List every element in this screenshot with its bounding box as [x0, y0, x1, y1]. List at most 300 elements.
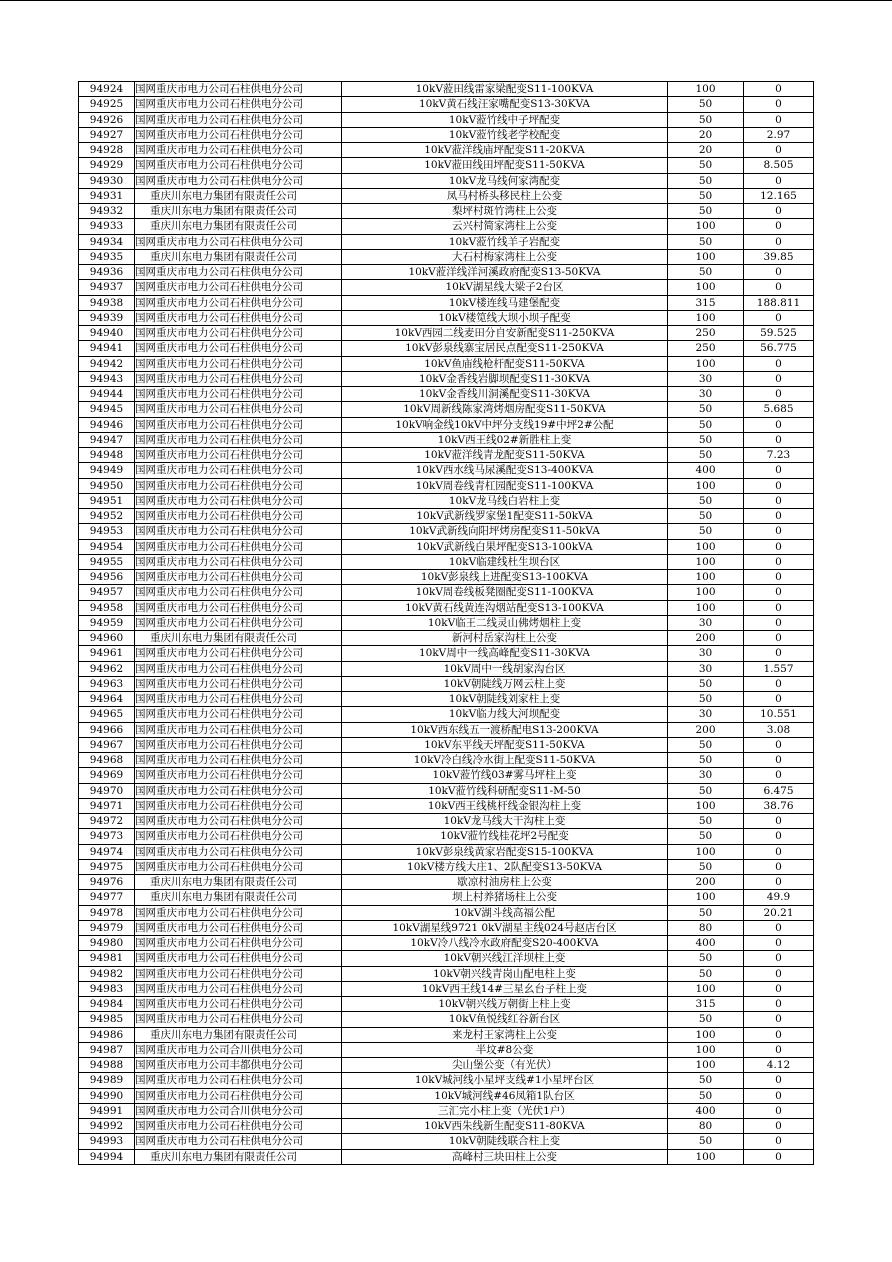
- value-cell: 0: [744, 1012, 814, 1027]
- capacity-cell: 200: [668, 875, 744, 890]
- capacity-cell: 50: [668, 173, 744, 188]
- value-cell: 0: [744, 1027, 814, 1042]
- company-cell: 国网重庆市电力公司石柱供电分公司: [135, 1119, 342, 1134]
- capacity-cell: 50: [668, 1134, 744, 1149]
- company-cell: 国网重庆市电力公司石柱供电分公司: [135, 600, 342, 615]
- row-id-cell: 94924: [79, 82, 135, 97]
- company-cell: 国网重庆市电力公司石柱供电分公司: [135, 661, 342, 676]
- company-cell: 国网重庆市电力公司石柱供电分公司: [135, 417, 342, 432]
- company-cell: 国网重庆市电力公司石柱供电分公司: [135, 310, 342, 325]
- transformer-name-cell: 10kV城河线#46凤箱1队台区: [342, 1088, 668, 1103]
- row-id-cell: 94943: [79, 371, 135, 386]
- transformer-name-cell: 云兴村简家湾柱上公变: [342, 219, 668, 234]
- transformer-name-cell: 10kV西王线02#新胜柱上变: [342, 432, 668, 447]
- transformer-name-cell: 10kV楼连线马建堡配变: [342, 295, 668, 310]
- capacity-cell: 100: [668, 554, 744, 569]
- table-row: [79, 448, 814, 463]
- row-id-cell: 94952: [79, 509, 135, 524]
- value-cell: 0: [744, 112, 814, 127]
- capacity-cell: 50: [668, 1073, 744, 1088]
- row-id-cell: 94984: [79, 997, 135, 1012]
- capacity-cell: 100: [668, 356, 744, 371]
- table-row: [79, 570, 814, 585]
- transformer-name-cell: 10kV周中一线高峰配变S11-30KVA: [342, 646, 668, 661]
- table-row: [79, 265, 814, 280]
- company-cell: 国网重庆市电力公司石柱供电分公司: [135, 371, 342, 386]
- table-row: [79, 127, 814, 142]
- company-cell: 国网重庆市电力公司石柱供电分公司: [135, 722, 342, 737]
- table-row: [79, 661, 814, 676]
- transformer-name-cell: 10kV冷白线冷水街上配变S11-50KVA: [342, 753, 668, 768]
- company-cell: 国网重庆市电力公司石柱供电分公司: [135, 737, 342, 752]
- capacity-cell: 30: [668, 768, 744, 783]
- value-cell: 10.551: [744, 707, 814, 722]
- company-cell: 重庆川东电力集团有限责任公司: [135, 219, 342, 234]
- table-row: [79, 158, 814, 173]
- row-id-cell: 94957: [79, 585, 135, 600]
- row-id-cell: 94939: [79, 310, 135, 325]
- table-row: [79, 219, 814, 234]
- value-cell: 0: [744, 173, 814, 188]
- capacity-cell: 50: [668, 234, 744, 249]
- table-row: [79, 524, 814, 539]
- value-cell: 0: [744, 615, 814, 630]
- transformer-name-cell: 10kV湖星线9721 0kV湖星主线024号赵店台区: [342, 920, 668, 935]
- value-cell: 0: [744, 143, 814, 158]
- row-id-cell: 94979: [79, 920, 135, 935]
- company-cell: 国网重庆市电力公司石柱供电分公司: [135, 783, 342, 798]
- company-cell: 国网重庆市电力公司石柱供电分公司: [135, 554, 342, 569]
- capacity-cell: 50: [668, 676, 744, 691]
- value-cell: 188.811: [744, 295, 814, 310]
- value-cell: 0: [744, 554, 814, 569]
- transformer-name-cell: 10kV蒞竹线中子坪配变: [342, 112, 668, 127]
- capacity-cell: 30: [668, 387, 744, 402]
- company-cell: 国网重庆市电力公司石柱供电分公司: [135, 585, 342, 600]
- capacity-cell: 400: [668, 936, 744, 951]
- row-id-cell: 94931: [79, 188, 135, 203]
- value-cell: 0: [744, 692, 814, 707]
- capacity-cell: 50: [668, 814, 744, 829]
- capacity-cell: 80: [668, 1119, 744, 1134]
- transformer-name-cell: 10kV蒞竹线桂花坪2号配变: [342, 829, 668, 844]
- value-cell: 0: [744, 509, 814, 524]
- company-cell: 国网重庆市电力公司石柱供电分公司: [135, 173, 342, 188]
- table-row: [79, 707, 814, 722]
- value-cell: 0: [744, 1119, 814, 1134]
- value-cell: 0: [744, 631, 814, 646]
- transformer-name-cell: 10kV鱼悦线红谷新台区: [342, 1012, 668, 1027]
- transformer-name-cell: 10kV朝陡线刘家柱上变: [342, 692, 668, 707]
- value-cell: 8.505: [744, 158, 814, 173]
- transformer-name-cell: 10kV湖斗线高福公配: [342, 905, 668, 920]
- capacity-cell: 100: [668, 1149, 744, 1164]
- company-cell: 国网重庆市电力公司石柱供电分公司: [135, 981, 342, 996]
- row-id-cell: 94954: [79, 539, 135, 554]
- row-id-cell: 94953: [79, 524, 135, 539]
- table-row: [79, 585, 814, 600]
- company-cell: 国网重庆市电力公司石柱供电分公司: [135, 1088, 342, 1103]
- transformer-name-cell: 10kV西朱线新生配变S11-80KVA: [342, 1119, 668, 1134]
- company-cell: 国网重庆市电力公司石柱供电分公司: [135, 387, 342, 402]
- table-row: [79, 966, 814, 981]
- transformer-name-cell: 10kV城河线小星坪支线#1小星坪台区: [342, 1073, 668, 1088]
- row-id-cell: 94988: [79, 1058, 135, 1073]
- value-cell: 0: [744, 493, 814, 508]
- capacity-cell: 100: [668, 539, 744, 554]
- company-cell: 国网重庆市电力公司石柱供电分公司: [135, 97, 342, 112]
- capacity-cell: 50: [668, 158, 744, 173]
- capacity-cell: 50: [668, 829, 744, 844]
- table-row: [79, 493, 814, 508]
- transformer-name-cell: 10kV蒞田线田坪配变S11-50KVA: [342, 158, 668, 173]
- transformer-name-cell: 歇凉村油房柱上公变: [342, 875, 668, 890]
- company-cell: 国网重庆市电力公司合川供电分公司: [135, 1042, 342, 1057]
- table-row: [79, 1042, 814, 1057]
- row-id-cell: 94960: [79, 631, 135, 646]
- company-cell: 重庆川东电力集团有限责任公司: [135, 631, 342, 646]
- company-cell: 国网重庆市电力公司石柱供电分公司: [135, 859, 342, 874]
- table-row: [79, 600, 814, 615]
- value-cell: 0: [744, 829, 814, 844]
- value-cell: 0: [744, 524, 814, 539]
- transformer-name-cell: 10kV朝兴线青岗山配电柱上变: [342, 966, 668, 981]
- capacity-cell: 50: [668, 188, 744, 203]
- capacity-cell: 50: [668, 524, 744, 539]
- row-id-cell: 94937: [79, 280, 135, 295]
- value-cell: 56.775: [744, 341, 814, 356]
- transformer-name-cell: 10kV楼笕线大坝小坝子配变: [342, 310, 668, 325]
- capacity-cell: 100: [668, 1042, 744, 1057]
- company-cell: 国网重庆市电力公司石柱供电分公司: [135, 936, 342, 951]
- transformer-name-cell: 10kV周卷线板凳圈配变S11-100KVA: [342, 585, 668, 600]
- table-row: [79, 844, 814, 859]
- row-id-cell: 94925: [79, 97, 135, 112]
- table-row: [79, 768, 814, 783]
- table-row: [79, 82, 814, 97]
- value-cell: 0: [744, 570, 814, 585]
- row-id-cell: 94982: [79, 966, 135, 981]
- transformer-name-cell: 凤马村桥头移民柱上公变: [342, 188, 668, 203]
- row-id-cell: 94946: [79, 417, 135, 432]
- value-cell: 0: [744, 82, 814, 97]
- row-id-cell: 94945: [79, 402, 135, 417]
- transformer-name-cell: 三汇完小柱上变（光伏1户）: [342, 1103, 668, 1118]
- row-id-cell: 94950: [79, 478, 135, 493]
- transformer-name-cell: 10kV蒞洋线青龙配变S11-50KVA: [342, 448, 668, 463]
- row-id-cell: 94992: [79, 1119, 135, 1134]
- capacity-cell: 100: [668, 478, 744, 493]
- row-id-cell: 94933: [79, 219, 135, 234]
- value-cell: 0: [744, 768, 814, 783]
- value-cell: 0: [744, 936, 814, 951]
- table-row: [79, 173, 814, 188]
- table-row: [79, 97, 814, 112]
- table-row: [79, 234, 814, 249]
- capacity-cell: 50: [668, 692, 744, 707]
- transformer-name-cell: 10kV西水线马尿溪配变S13-400KVA: [342, 463, 668, 478]
- company-cell: 国网重庆市电力公司石柱供电分公司: [135, 920, 342, 935]
- capacity-cell: 50: [668, 417, 744, 432]
- capacity-cell: 50: [668, 783, 744, 798]
- value-cell: 0: [744, 280, 814, 295]
- row-id-cell: 94974: [79, 844, 135, 859]
- company-cell: 国网重庆市电力公司石柱供电分公司: [135, 692, 342, 707]
- capacity-cell: 20: [668, 143, 744, 158]
- transformer-name-cell: 10kV武新线白果坪配变S13-100kVA: [342, 539, 668, 554]
- value-cell: 0: [744, 97, 814, 112]
- transformer-name-cell: 坝上村养猪场柱上公变: [342, 890, 668, 905]
- transformer-name-cell: 10kV蒞洋线洋河溪政府配变S13-50KVA: [342, 265, 668, 280]
- value-cell: 0: [744, 310, 814, 325]
- capacity-cell: 400: [668, 463, 744, 478]
- row-id-cell: 94981: [79, 951, 135, 966]
- capacity-cell: 100: [668, 890, 744, 905]
- company-cell: 国网重庆市电力公司石柱供电分公司: [135, 997, 342, 1012]
- transformer-name-cell: 10kV周新线陈家湾烤烟房配变S11-50KVA: [342, 402, 668, 417]
- row-id-cell: 94941: [79, 341, 135, 356]
- company-cell: 国网重庆市电力公司石柱供电分公司: [135, 707, 342, 722]
- value-cell: 0: [744, 646, 814, 661]
- capacity-cell: 50: [668, 951, 744, 966]
- row-id-cell: 94940: [79, 326, 135, 341]
- capacity-cell: 100: [668, 798, 744, 813]
- transformer-name-cell: 10kV鱼庙线枪杆配变S11-50KVA: [342, 356, 668, 371]
- value-cell: 12.165: [744, 188, 814, 203]
- value-cell: 20.21: [744, 905, 814, 920]
- capacity-cell: 30: [668, 707, 744, 722]
- company-cell: 国网重庆市电力公司石柱供电分公司: [135, 966, 342, 981]
- capacity-cell: 50: [668, 432, 744, 447]
- row-id-cell: 94978: [79, 905, 135, 920]
- value-cell: 0: [744, 814, 814, 829]
- value-cell: 0: [744, 478, 814, 493]
- company-cell: 国网重庆市电力公司石柱供电分公司: [135, 127, 342, 142]
- table-row: [79, 1119, 814, 1134]
- table-row: [79, 1073, 814, 1088]
- transformer-name-cell: 10kV周卷线青杠园配变S11-100KVA: [342, 478, 668, 493]
- transformer-name-cell: 10kV彭泉线黄家岩配变S15-100KVA: [342, 844, 668, 859]
- value-cell: 0: [744, 371, 814, 386]
- table-row: [79, 112, 814, 127]
- row-id-cell: 94932: [79, 204, 135, 219]
- row-id-cell: 94955: [79, 554, 135, 569]
- capacity-cell: 315: [668, 997, 744, 1012]
- transformer-name-cell: 10kV临建线杜生坝台区: [342, 554, 668, 569]
- value-cell: 0: [744, 387, 814, 402]
- value-cell: 0: [744, 951, 814, 966]
- transformer-name-cell: 10kV黄石线黄连沟烟站配变S13-100KVA: [342, 600, 668, 615]
- company-cell: 重庆川东电力集团有限责任公司: [135, 1027, 342, 1042]
- value-cell: 2.97: [744, 127, 814, 142]
- transformer-name-cell: 10kV彭泉线寨宝居民点配变S11-250KVA: [342, 341, 668, 356]
- value-cell: 49.9: [744, 890, 814, 905]
- capacity-cell: 30: [668, 646, 744, 661]
- transformer-name-cell: 10kV西王线14#三星幺台子柱上变: [342, 981, 668, 996]
- company-cell: 重庆川东电力集团有限责任公司: [135, 204, 342, 219]
- company-cell: 国网重庆市电力公司石柱供电分公司: [135, 753, 342, 768]
- transformer-name-cell: 10kV金香线岩脚坝配变S11-30KVA: [342, 371, 668, 386]
- company-cell: 国网重庆市电力公司石柱供电分公司: [135, 524, 342, 539]
- table-row: [79, 1012, 814, 1027]
- table-row: [79, 417, 814, 432]
- company-cell: 国网重庆市电力公司石柱供电分公司: [135, 570, 342, 585]
- transformer-name-cell: 10kV蒞竹线老学校配变: [342, 127, 668, 142]
- capacity-cell: 30: [668, 661, 744, 676]
- value-cell: 0: [744, 417, 814, 432]
- value-cell: 0: [744, 463, 814, 478]
- capacity-cell: 100: [668, 1027, 744, 1042]
- row-id-cell: 94962: [79, 661, 135, 676]
- table-row: [79, 631, 814, 646]
- capacity-cell: 50: [668, 509, 744, 524]
- capacity-cell: 50: [668, 753, 744, 768]
- table-row: [79, 875, 814, 890]
- company-cell: 国网重庆市电力公司石柱供电分公司: [135, 265, 342, 280]
- capacity-cell: 100: [668, 600, 744, 615]
- value-cell: 0: [744, 1088, 814, 1103]
- table-row: [79, 387, 814, 402]
- row-id-cell: 94971: [79, 798, 135, 813]
- capacity-cell: 50: [668, 905, 744, 920]
- table-row: [79, 204, 814, 219]
- value-cell: 0: [744, 265, 814, 280]
- table-row: [79, 920, 814, 935]
- row-id-cell: 94969: [79, 768, 135, 783]
- transformer-name-cell: 高峰村三块田柱上公变: [342, 1149, 668, 1164]
- value-cell: 0: [744, 219, 814, 234]
- value-cell: 0: [744, 204, 814, 219]
- row-id-cell: 94986: [79, 1027, 135, 1042]
- value-cell: 0: [744, 1149, 814, 1164]
- company-cell: 国网重庆市电力公司石柱供电分公司: [135, 829, 342, 844]
- company-cell: 重庆川东电力集团有限责任公司: [135, 875, 342, 890]
- table-row: [79, 859, 814, 874]
- row-id-cell: 94975: [79, 859, 135, 874]
- transformer-name-cell: 10kV东平线天坪配变S11-50KVA: [342, 737, 668, 752]
- capacity-cell: 80: [668, 920, 744, 935]
- table-row: [79, 432, 814, 447]
- row-id-cell: 94977: [79, 890, 135, 905]
- row-id-cell: 94942: [79, 356, 135, 371]
- table-row: [79, 722, 814, 737]
- transformer-name-cell: 10kV龙马线何家湾配变: [342, 173, 668, 188]
- transformer-name-cell: 10kV西王线桃杆线金银沟柱上变: [342, 798, 668, 813]
- table-row: [79, 356, 814, 371]
- row-id-cell: 94951: [79, 493, 135, 508]
- value-cell: 0: [744, 234, 814, 249]
- value-cell: 0: [744, 676, 814, 691]
- company-cell: 国网重庆市电力公司石柱供电分公司: [135, 768, 342, 783]
- value-cell: 7.23: [744, 448, 814, 463]
- row-id-cell: 94987: [79, 1042, 135, 1057]
- capacity-cell: 100: [668, 280, 744, 295]
- table-row: [79, 295, 814, 310]
- transformer-name-cell: 梨坪村斑竹湾柱上公变: [342, 204, 668, 219]
- company-cell: 重庆川东电力集团有限责任公司: [135, 1149, 342, 1164]
- row-id-cell: 94968: [79, 753, 135, 768]
- company-cell: 国网重庆市电力公司石柱供电分公司: [135, 82, 342, 97]
- transformer-name-cell: 10kV临王二线灵山佛烤烟柱上变: [342, 615, 668, 630]
- table-row: [79, 188, 814, 203]
- transformer-name-cell: 10kV龙马线白岩柱上变: [342, 493, 668, 508]
- transformer-name-cell: 10kV武新线向阳坪烤房配变S11-50kVA: [342, 524, 668, 539]
- table-row: [79, 1027, 814, 1042]
- capacity-cell: 50: [668, 204, 744, 219]
- table-row: [79, 981, 814, 996]
- value-cell: 0: [744, 356, 814, 371]
- transformer-name-cell: 10kV朝兴线江洋坝柱上变: [342, 951, 668, 966]
- row-id-cell: 94990: [79, 1088, 135, 1103]
- company-cell: 国网重庆市电力公司石柱供电分公司: [135, 448, 342, 463]
- capacity-cell: 200: [668, 722, 744, 737]
- value-cell: 0: [744, 1134, 814, 1149]
- company-cell: 国网重庆市电力公司石柱供电分公司: [135, 402, 342, 417]
- capacity-cell: 315: [668, 295, 744, 310]
- transformer-name-cell: 10kV朝陡线联合柱上变: [342, 1134, 668, 1149]
- row-id-cell: 94991: [79, 1103, 135, 1118]
- transformer-name-cell: 10kV西园二线麦田分自安新配变S11-250KVA: [342, 326, 668, 341]
- table-row: [79, 1134, 814, 1149]
- value-cell: 0: [744, 432, 814, 447]
- value-cell: 0: [744, 1103, 814, 1118]
- row-id-cell: 94938: [79, 295, 135, 310]
- table-row: [79, 936, 814, 951]
- table-row: [79, 676, 814, 691]
- table-row: [79, 951, 814, 966]
- value-cell: 39.85: [744, 249, 814, 264]
- capacity-cell: 100: [668, 310, 744, 325]
- row-id-cell: 94970: [79, 783, 135, 798]
- table-row: [79, 997, 814, 1012]
- row-id-cell: 94928: [79, 143, 135, 158]
- capacity-cell: 50: [668, 1088, 744, 1103]
- company-cell: 国网重庆市电力公司石柱供电分公司: [135, 509, 342, 524]
- value-cell: 0: [744, 844, 814, 859]
- transformer-name-cell: 10kV朝陡线万网云柱上变: [342, 676, 668, 691]
- table-row: [79, 249, 814, 264]
- company-cell: 国网重庆市电力公司石柱供电分公司: [135, 844, 342, 859]
- table-row: [79, 798, 814, 813]
- company-cell: 国网重庆市电力公司石柱供电分公司: [135, 539, 342, 554]
- table-row: [79, 1103, 814, 1118]
- transformer-name-cell: 来龙村王家湾柱上公变: [342, 1027, 668, 1042]
- capacity-cell: 50: [668, 966, 744, 981]
- company-cell: 国网重庆市电力公司合川供电分公司: [135, 1103, 342, 1118]
- company-cell: 国网重庆市电力公司石柱供电分公司: [135, 356, 342, 371]
- transformer-name-cell: 半坟#8公变: [342, 1042, 668, 1057]
- row-id-cell: 94966: [79, 722, 135, 737]
- transformer-name-cell: 10kV朝兴线万朝街上柱上变: [342, 997, 668, 1012]
- company-cell: 重庆川东电力集团有限责任公司: [135, 188, 342, 203]
- capacity-cell: 400: [668, 1103, 744, 1118]
- capacity-cell: 250: [668, 326, 744, 341]
- table-row: [79, 143, 814, 158]
- table-row: [79, 753, 814, 768]
- row-id-cell: 94985: [79, 1012, 135, 1027]
- table-row: [79, 737, 814, 752]
- value-cell: 3.08: [744, 722, 814, 737]
- company-cell: 国网重庆市电力公司石柱供电分公司: [135, 478, 342, 493]
- row-id-cell: 94989: [79, 1073, 135, 1088]
- table-row: [79, 829, 814, 844]
- page-top-border: [0, 0, 892, 1]
- row-id-cell: 94993: [79, 1134, 135, 1149]
- table-row: [79, 890, 814, 905]
- table-row: [79, 371, 814, 386]
- value-cell: 4.12: [744, 1058, 814, 1073]
- table-row: [79, 905, 814, 920]
